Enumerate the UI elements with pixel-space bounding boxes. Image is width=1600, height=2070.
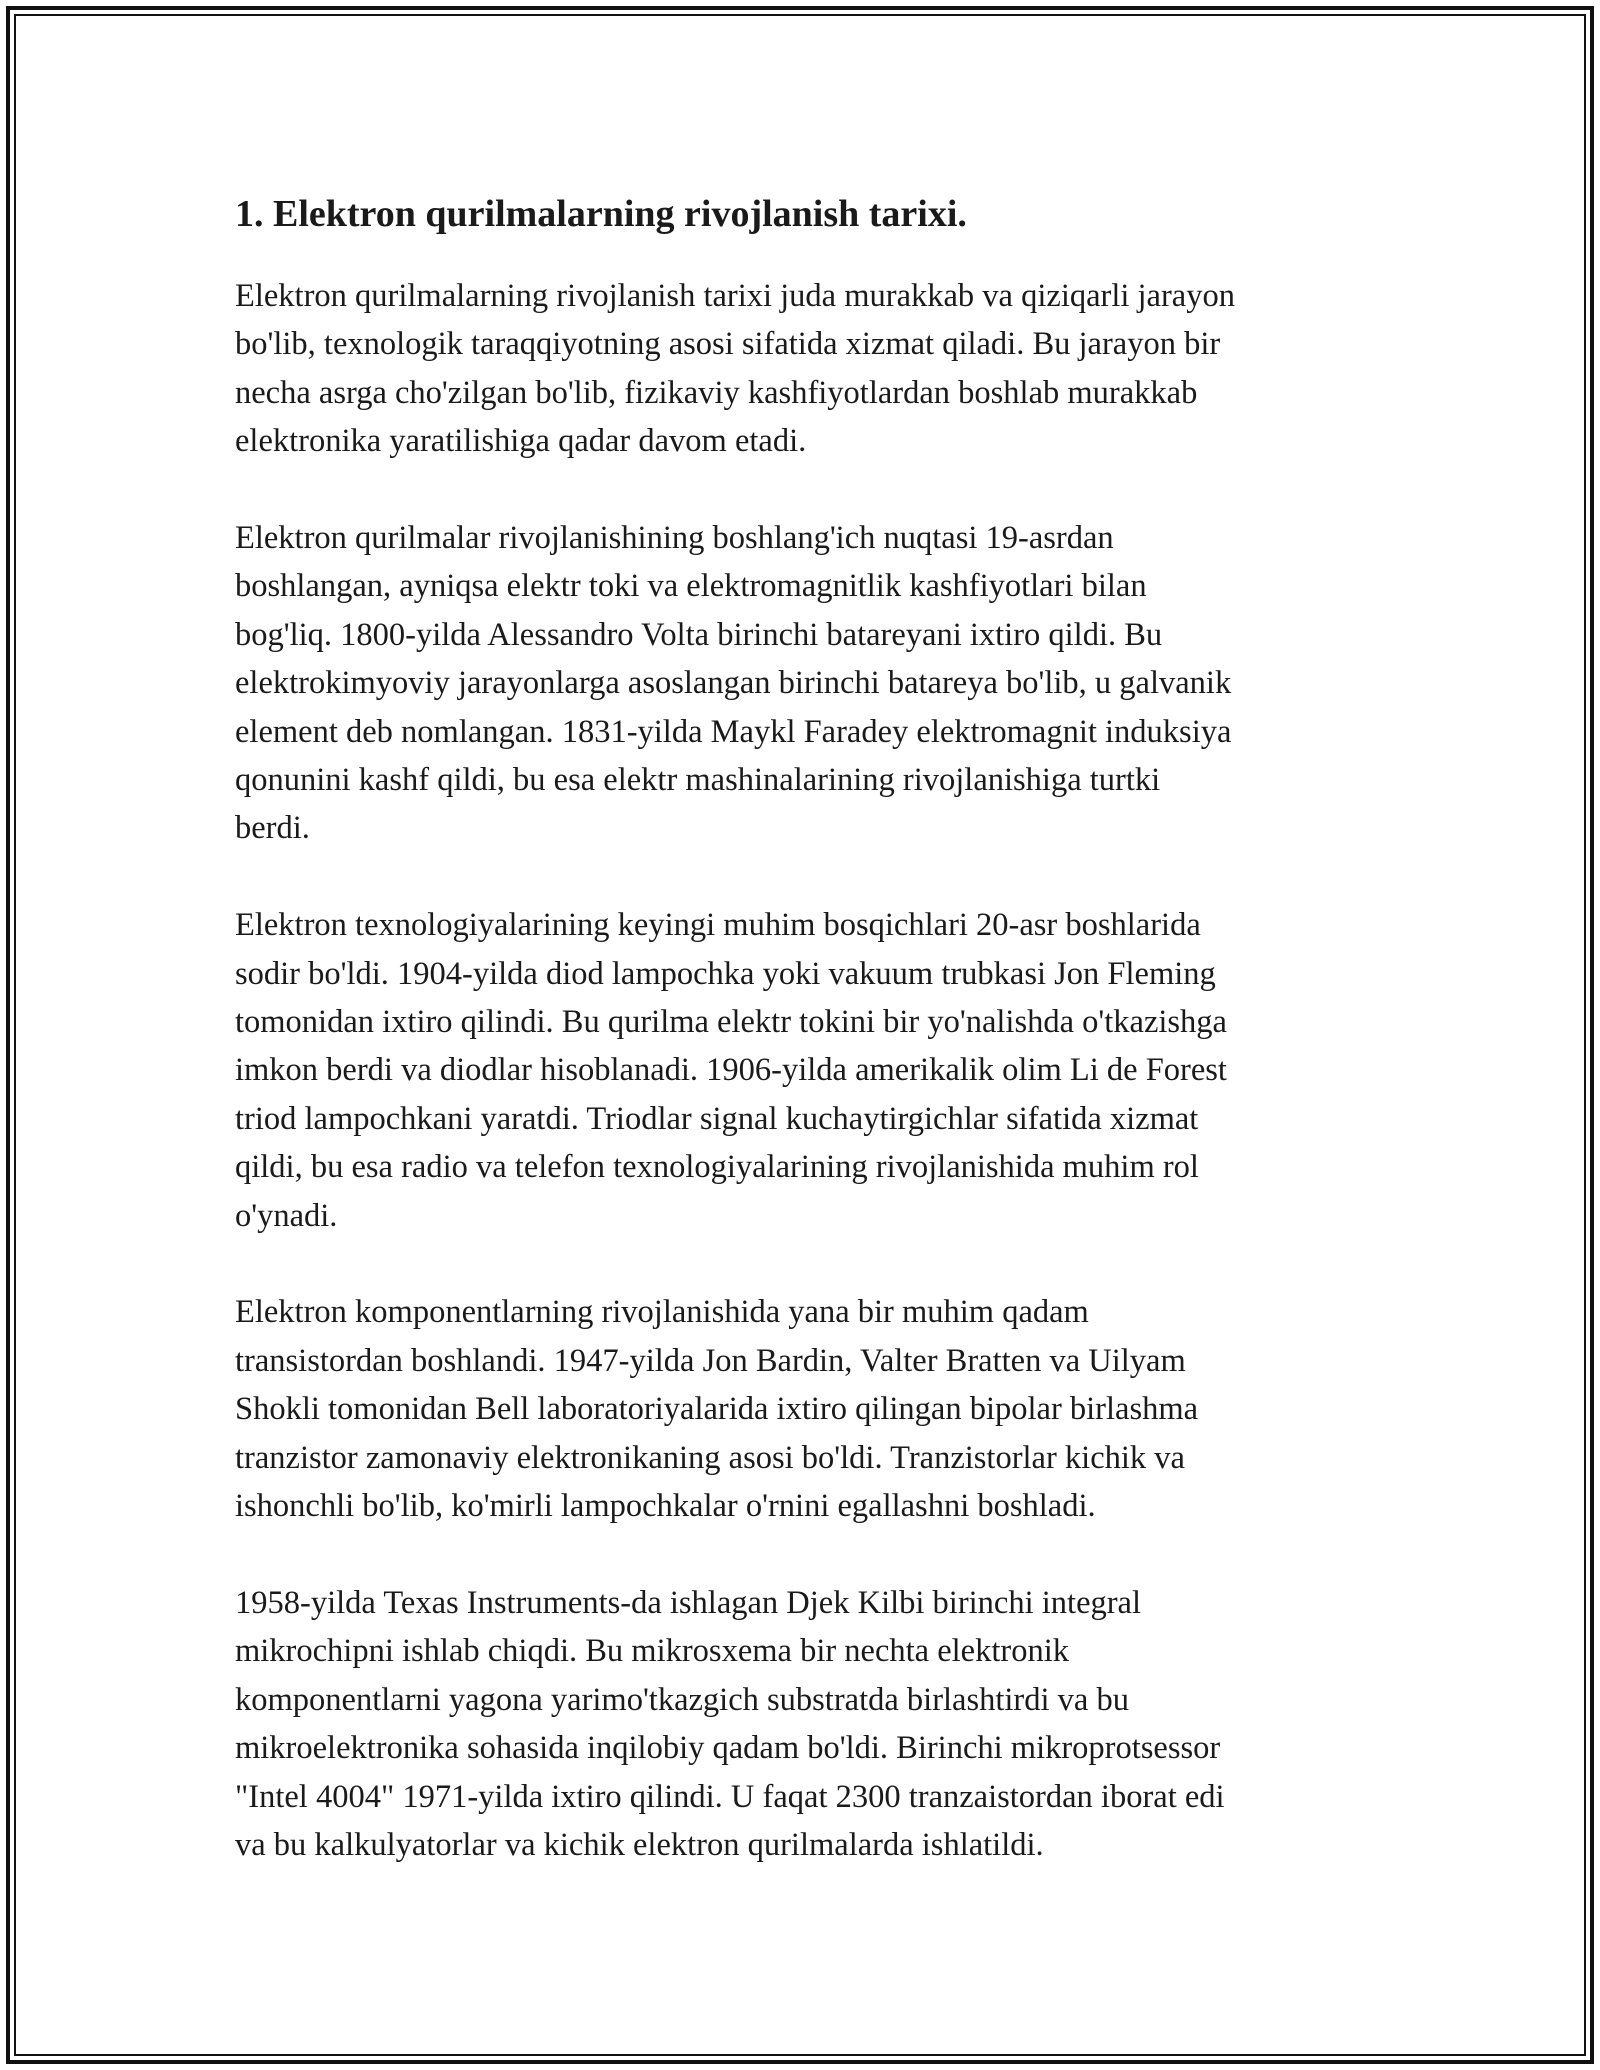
paragraph-line: mikroelektronika sohasida inqilobiy qadam bo'ldi. Birinchi mikroprotsessor — [235, 1730, 1221, 1767]
paragraph-1 — [235, 272, 1385, 466]
paragraph-line: bo'lib, texnologik taraqqiyotning asosi sifatida xizmat qiladi. Bu jarayon bir — [235, 326, 1221, 363]
paragraph-line: qonunini kashf qildi, bu esa elektr mashinalarining rivojlanishiga turtki — [235, 762, 1161, 799]
paragraph-line: elektronika yaratilishiga qadar davom etadi. — [235, 423, 807, 460]
document-body — [235, 186, 1385, 1918]
paragraph-list — [235, 272, 1385, 1869]
paragraph-line: necha asrga cho'zilgan bo'lib, fizikaviy kashfiyotlardan boshlab murakkab — [235, 374, 1198, 411]
paragraph-line: ishonchli bo'lib, ko'mirli lampochkalar o'rnini egallashni boshladi. — [235, 1488, 1096, 1525]
paragraph-2 — [235, 514, 1385, 853]
paragraph-line: transistordan boshlandi. 1947-yilda Jon Bardin, Valter Bratten va Uilyam — [235, 1342, 1186, 1379]
paragraph-line: Elektron texnologiyalarining keyingi muhim bosqichlari 20-asr boshlarida — [235, 907, 1201, 944]
paragraph-5 — [235, 1579, 1385, 1869]
paragraph-line: elektrokimyoviy jarayonlarga asoslangan birinchi batareya bo'lib, u galvanik — [235, 665, 1232, 702]
paragraph-line: Shokli tomonidan Bell laboratoriyalarida ixtiro qilingan bipolar birlashma — [235, 1391, 1199, 1428]
paragraph-line: komponentlarni yagona yarimo'tkazgich substratda birlashtirdi va bu — [235, 1681, 1129, 1718]
paragraph-line: sodir bo'ldi. 1904-yilda diod lampochka yoki vakuum trubkasi Jon Fleming — [235, 955, 1216, 992]
paragraph-line: berdi. — [235, 810, 310, 847]
paragraph-line: mikrochipni ishlab chiqdi. Bu mikrosxema bir nechta elektronik — [235, 1633, 1069, 1670]
paragraph-3 — [235, 901, 1385, 1240]
paragraph-line: Elektron qurilmalar rivojlanishining boshlang'ich nuqtasi 19-asrdan — [235, 520, 1114, 557]
paragraph-line: tranzistor zamonaviy elektronikaning asosi bo'ldi. Tranzistorlar kichik va — [235, 1439, 1185, 1476]
paragraph-line: 1958-yilda Texas Instruments-da ishlagan Djek Kilbi birinchi integral — [235, 1584, 1142, 1621]
paragraph-line: tomonidan ixtiro qilindi. Bu qurilma elektr tokini bir yo'nalishda o'tkazishga — [235, 1004, 1227, 1041]
paragraph-line: imkon berdi va diodlar hisoblanadi. 1906-yilda amerikalik olim Li de Forest — [235, 1052, 1227, 1089]
paragraph-line: qildi, bu esa radio va telefon texnologiyalarining rivojlanishida muhim rol — [235, 1149, 1199, 1186]
paragraph-line: Elektron komponentlarning rivojlanishida yana bir muhim qadam — [235, 1294, 1089, 1331]
document-heading: 1. Elektron qurilmalarning rivojlanish tarixi. — [235, 193, 967, 235]
paragraph-line: va bu kalkulyatorlar va kichik elektron qurilmalarda ishlatildi. — [235, 1826, 1044, 1863]
paragraph-line: triod lampochkani yaratdi. Triodlar signal kuchaytirgichlar sifatida xizmat — [235, 1100, 1199, 1137]
paragraph-line: boshlangan, ayniqsa elektr toki va elektromagnitlik kashfiyotlari bilan — [235, 568, 1147, 605]
paragraph-line: Elektron qurilmalarning rivojlanish tarixi juda murakkab va qiziqarli jarayon — [235, 278, 1235, 314]
paragraph-line: bog'liq. 1800-yilda Alessandro Volta birinchi batareyani ixtiro qildi. Bu — [235, 616, 1163, 653]
paragraph-4 — [235, 1288, 1385, 1530]
paragraph-line: element deb nomlangan. 1831-yilda Maykl Faradey elektromagnit induksiya — [235, 713, 1232, 750]
paragraph-line: o'ynadi. — [235, 1197, 338, 1234]
paragraph-line: "Intel 4004" 1971-yilda ixtiro qilindi. U faqat 2300 tranzaistordan iborat edi — [235, 1778, 1225, 1815]
